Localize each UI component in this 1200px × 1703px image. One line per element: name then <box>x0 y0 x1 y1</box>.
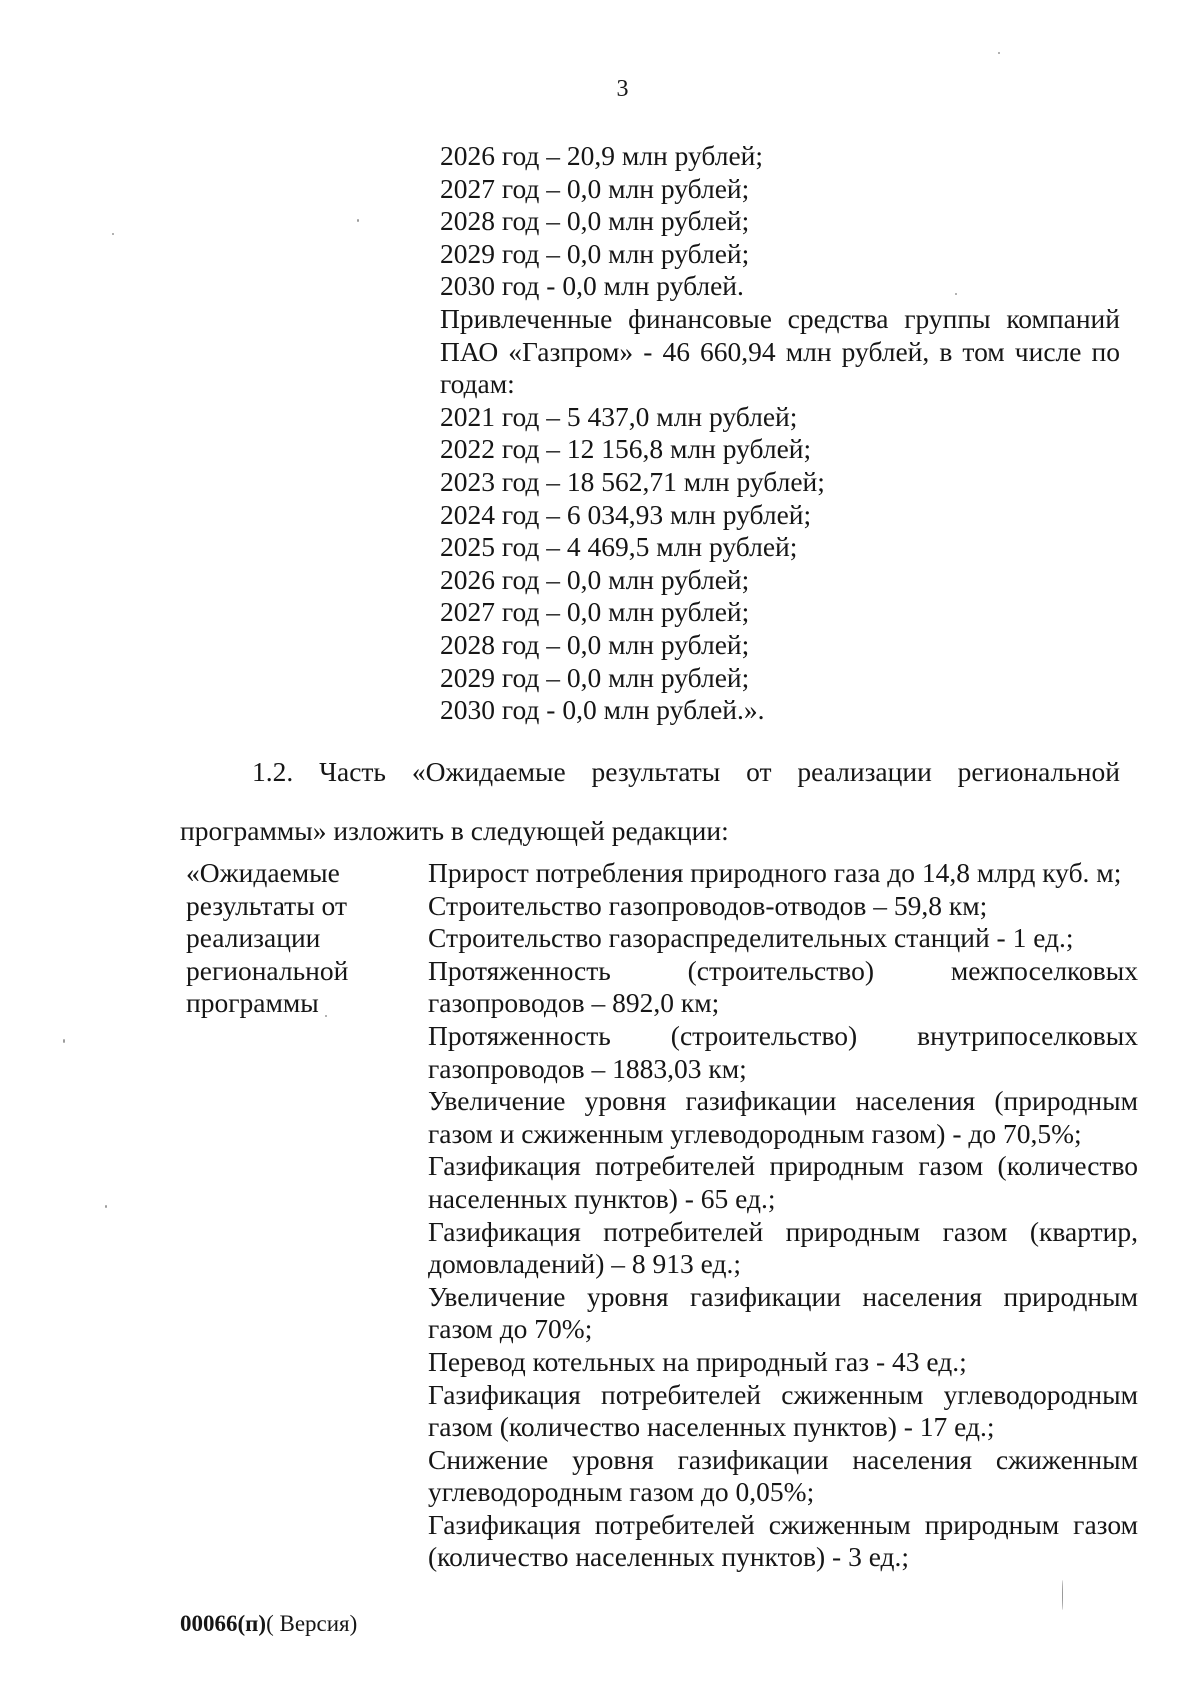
gazprom-paragraph: Привлеченные финансовые средства группы компаний ПАО «Газпром» - 46 660,94 млн рублей, в том числе по годам: <box>440 302 1120 400</box>
funding-line: 2027 год – 0,0 млн рублей; <box>440 172 750 204</box>
section-heading-line-2: программы» изложить в следующей редакции: <box>180 815 729 846</box>
funding-line: 2026 год – 20,9 млн рублей; <box>440 140 764 171</box>
results-label-line: результаты от <box>186 889 347 921</box>
results-label-line: реализации <box>186 922 321 954</box>
result-item: Перевод котельных на природный газ - 43 ед.; <box>428 1345 967 1377</box>
results-label-line: региональной <box>186 954 349 986</box>
funding-line: 2028 год – 0,0 млн рублей; <box>440 628 750 660</box>
scan-speck <box>357 219 359 222</box>
scan-speck <box>998 52 1000 54</box>
section-heading-line-1: 1.2. Часть «Ожидаемые результаты от реализации региональной <box>252 756 1120 787</box>
scan-speck <box>63 1039 65 1043</box>
scan-speck <box>955 293 957 295</box>
results-label-line: «Ожидаемые <box>186 857 340 888</box>
document-version: ( Версия) <box>266 1611 358 1636</box>
page-number: 3 <box>616 76 629 102</box>
funding-line: 2028 год – 0,0 млн рублей; <box>440 205 750 237</box>
scan-speck <box>105 1205 107 1208</box>
result-item: Увеличение уровня газификации населения (природным газом и сжиженным углеводородным газом) - до 70,5%; <box>428 1085 1138 1149</box>
funding-line: 2027 год – 0,0 млн рублей; <box>440 596 750 628</box>
result-item: Прирост потребления природного газа до 14,8 млрд куб. м; <box>428 857 1122 888</box>
result-item: Увеличение уровня газификации населения природным газом до 70%; <box>428 1280 1138 1345</box>
result-item: Протяженность (строительство) внутрипоселковых газопроводов – 1883,03 км; <box>428 1019 1138 1084</box>
document-footer <box>180 1611 357 1637</box>
results-label-line: программы <box>186 987 319 1019</box>
result-item: Газификация потребителей природным газом (квартир, домовладений) – 8 913 ед.; <box>428 1215 1138 1280</box>
funding-line: 2030 год - 0,0 млн рублей. <box>440 270 744 302</box>
scan-speck <box>1062 1580 1063 1610</box>
section-heading <box>180 742 1120 860</box>
funding-line: 2023 год – 18 562,71 млн рублей; <box>440 465 825 497</box>
funding-line: 2024 год – 6 034,93 млн рублей; <box>440 498 812 530</box>
result-item: Снижение уровня газификации населения сжиженным углеводородным газом до 0,05%; <box>428 1443 1138 1508</box>
result-item: Газификация потребителей сжиженным природным газом (количество населенных пунктов) - 3 ед.; <box>428 1508 1138 1573</box>
funding-line: 2025 год – 4 469,5 млн рублей; <box>440 531 798 563</box>
results-items <box>428 857 1138 1574</box>
result-item: Газификация потребителей природным газом (количество населенных пунктов) - 65 ед.; <box>428 1150 1138 1214</box>
scan-speck <box>325 1015 327 1017</box>
funding-line: 2029 год – 0,0 млн рублей; <box>440 661 750 693</box>
scan-speck <box>112 233 114 235</box>
funding-line: 2029 год – 0,0 млн рублей; <box>440 237 750 269</box>
funding-line: 2021 год – 5 437,0 млн рублей; <box>440 400 798 432</box>
funding-line: 2026 год – 0,0 млн рублей; <box>440 563 750 595</box>
result-item: Строительство газопроводов-отводов – 59,8 км; <box>428 889 988 921</box>
funding-line: 2022 год – 12 156,8 млн рублей; <box>440 433 812 465</box>
result-item: Газификация потребителей сжиженным углеводородным газом (количество населенных пунктов) - 17 ед.; <box>428 1378 1138 1443</box>
document-code: 00066(п) <box>180 1611 267 1636</box>
result-item: Протяженность (строительство) межпоселковых газопроводов – 892,0 км; <box>428 954 1138 1019</box>
funding-line: 2030 год - 0,0 млн рублей.». <box>440 694 765 726</box>
results-label <box>186 857 416 1020</box>
result-item: Строительство газораспределительных станций - 1 ед.; <box>428 922 1074 954</box>
funding-block <box>440 140 1120 727</box>
